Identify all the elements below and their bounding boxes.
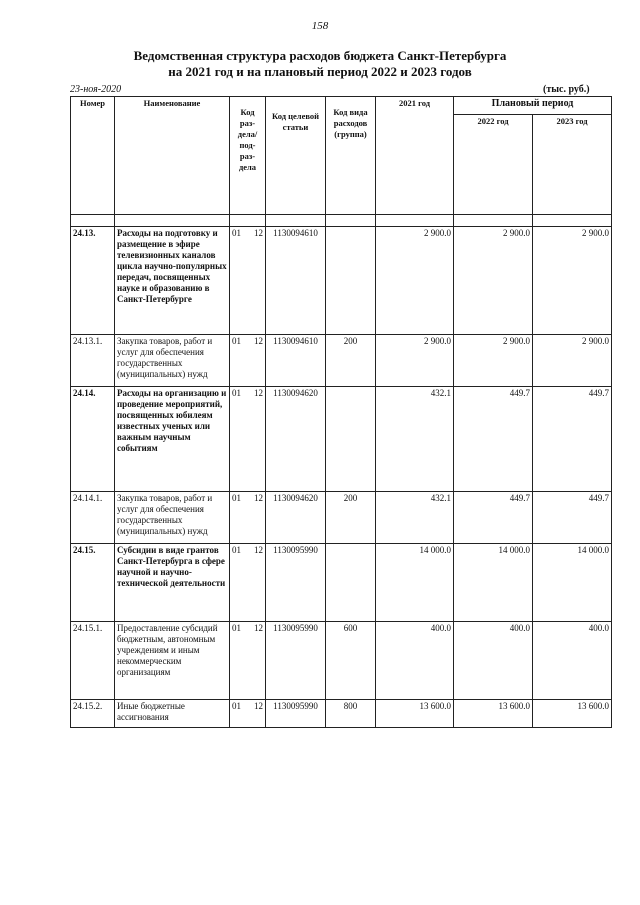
row-amount-2023: 400.0: [533, 622, 612, 700]
row-amount-2023: 449.7: [533, 492, 612, 544]
row-subsection: 12: [254, 336, 263, 346]
row-number: 24.13.1.: [71, 335, 115, 387]
row-section: 01: [232, 701, 241, 711]
row-amount-2022: 13 600.0: [454, 700, 533, 728]
header-2021: 2021 год: [376, 97, 454, 215]
row-subsection: 12: [254, 701, 263, 711]
row-expense-type: 200: [326, 492, 376, 544]
row-target-code: 1130095990: [266, 622, 326, 700]
header-expense-type-code: Код вида расходов (группа): [326, 97, 376, 215]
row-amount-2022: 449.7: [454, 492, 533, 544]
header-planned-period: Плановый период: [454, 97, 612, 115]
title-line-1: Ведомственная структура расходов бюджета Санкт-Петербурга: [133, 48, 507, 63]
row-number: 24.15.1.: [71, 622, 115, 700]
row-section-code: [230, 700, 266, 728]
row-name: Предоставление субсидий бюджетным, автономным учреждениям и иным некоммерческим организациям: [115, 622, 230, 700]
row-number: 24.15.: [71, 544, 115, 622]
row-number: 24.15.2.: [71, 700, 115, 728]
header-name: Наименование: [115, 97, 230, 215]
row-expense-type: [326, 387, 376, 492]
row-section-code: [230, 544, 266, 622]
row-name: Иные бюджетные ассигнования: [115, 700, 230, 728]
row-section-code: [230, 335, 266, 387]
row-target-code: 1130095990: [266, 544, 326, 622]
table-row: [71, 700, 612, 728]
row-expense-type: [326, 227, 376, 335]
row-number: 24.13.: [71, 227, 115, 335]
page-number: 158: [311, 20, 329, 32]
header-2023: 2023 год: [533, 115, 612, 215]
header-number: Номер: [71, 97, 115, 215]
row-amount-2022: 449.7: [454, 387, 533, 492]
budget-table: [70, 96, 612, 728]
table-row: [71, 492, 612, 544]
document-date: 23-ноя-2020: [70, 84, 122, 95]
row-section: 01: [232, 545, 241, 555]
table-body: [71, 227, 612, 728]
row-amount-2021: 2 900.0: [376, 227, 454, 335]
row-name: Закупка товаров, работ и услуг для обеспечения государственных (муниципальных) нужд: [115, 492, 230, 544]
row-section: 01: [232, 388, 241, 398]
row-section: 01: [232, 336, 241, 346]
row-expense-type: 200: [326, 335, 376, 387]
row-amount-2021: 432.1: [376, 387, 454, 492]
table-row: [71, 387, 612, 492]
row-expense-type: 600: [326, 622, 376, 700]
row-expense-type: [326, 544, 376, 622]
row-section: 01: [232, 623, 241, 633]
row-amount-2023: 2 900.0: [533, 227, 612, 335]
row-target-code: 1130094620: [266, 387, 326, 492]
row-amount-2021: 400.0: [376, 622, 454, 700]
row-target-code: 1130094610: [266, 335, 326, 387]
row-amount-2022: 14 000.0: [454, 544, 533, 622]
row-subsection: 12: [254, 623, 263, 633]
row-section: 01: [232, 493, 241, 503]
row-expense-type: 800: [326, 700, 376, 728]
row-subsection: 12: [254, 545, 263, 555]
table-row: [71, 335, 612, 387]
row-section: 01: [232, 228, 241, 238]
row-amount-2021: 2 900.0: [376, 335, 454, 387]
row-target-code: 1130095990: [266, 700, 326, 728]
row-name: Закупка товаров, работ и услуг для обеспечения государственных (муниципальных) нужд: [115, 335, 230, 387]
row-amount-2021: 13 600.0: [376, 700, 454, 728]
row-subsection: 12: [254, 228, 263, 238]
row-amount-2021: 432.1: [376, 492, 454, 544]
row-amount-2023: 13 600.0: [533, 700, 612, 728]
document-title: [0, 48, 640, 80]
row-amount-2022: 400.0: [454, 622, 533, 700]
row-name: Расходы на подготовку и размещение в эфире телевизионных каналов цикла научно-популярных передач, посвященных науке и образованию в Санкт-Петербурге: [115, 227, 230, 335]
row-amount-2022: 2 900.0: [454, 335, 533, 387]
row-subsection: 12: [254, 493, 263, 503]
header-section-code: Код раз- дела/ под- раз- дела: [230, 97, 266, 215]
row-name: Расходы на организацию и проведение мероприятий, посвященных юбилеям известных ученых или важным научным событиям: [115, 387, 230, 492]
row-section-code: [230, 227, 266, 335]
units-label: (тыс. руб.): [543, 84, 590, 95]
title-line-2: на 2021 год и на плановый период 2022 и 2023 годов: [168, 64, 472, 79]
row-target-code: 1130094620: [266, 492, 326, 544]
row-number: 24.14.: [71, 387, 115, 492]
row-subsection: 12: [254, 388, 263, 398]
row-number: 24.14.1.: [71, 492, 115, 544]
header-2022: 2022 год: [454, 115, 533, 215]
row-name: Субсидии в виде грантов Санкт-Петербурга в сфере научной и научно-технической деятельности: [115, 544, 230, 622]
row-amount-2023: 14 000.0: [533, 544, 612, 622]
table-row: [71, 227, 612, 335]
header-spacer-row: [71, 215, 612, 227]
row-amount-2023: 2 900.0: [533, 335, 612, 387]
table-row: [71, 622, 612, 700]
header-target-code: Код целевой статьи: [266, 97, 326, 215]
row-target-code: 1130094610: [266, 227, 326, 335]
table-row: [71, 544, 612, 622]
row-amount-2021: 14 000.0: [376, 544, 454, 622]
row-section-code: [230, 492, 266, 544]
row-amount-2023: 449.7: [533, 387, 612, 492]
row-amount-2022: 2 900.0: [454, 227, 533, 335]
row-section-code: [230, 622, 266, 700]
row-section-code: [230, 387, 266, 492]
